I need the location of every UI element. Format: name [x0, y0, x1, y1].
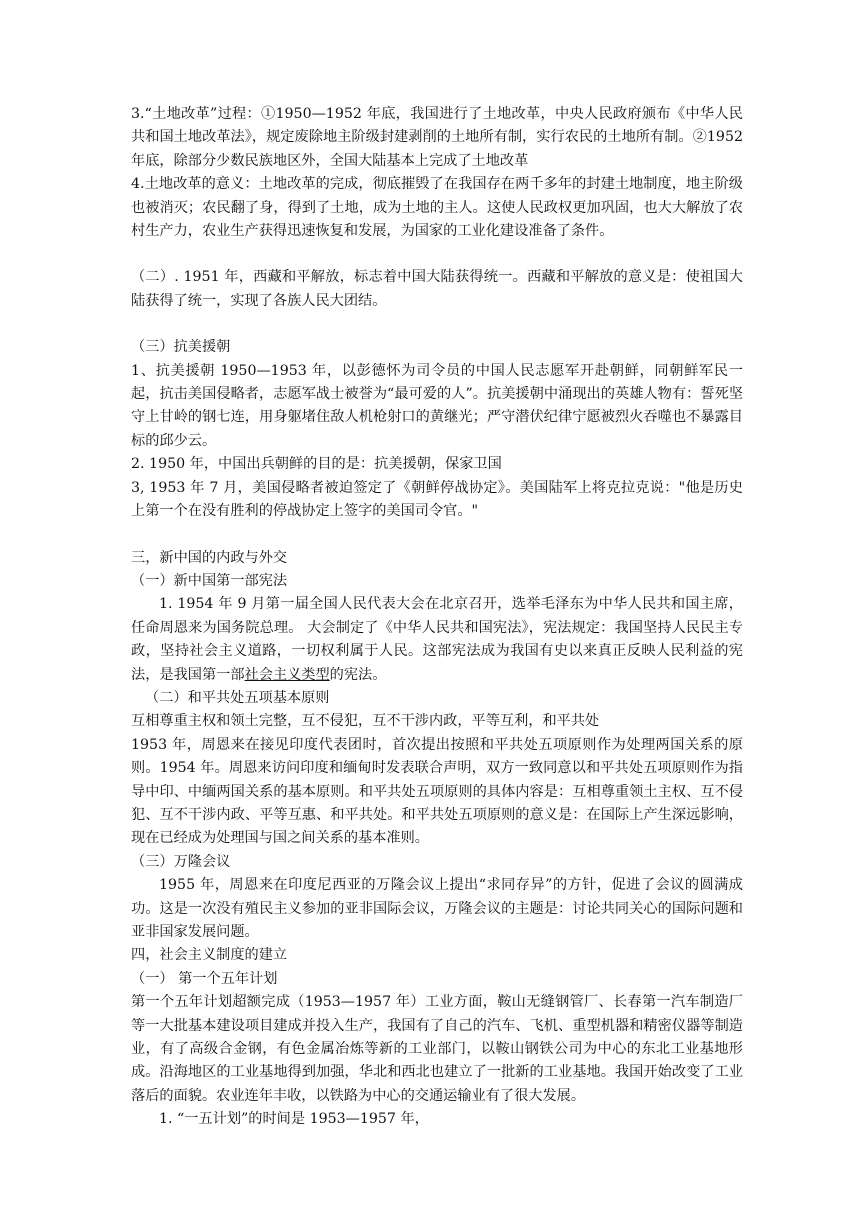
korea-item-2: 2. 1950 年，中国出兵朝鲜的目的是：抗美援朝，保家卫国	[131, 456, 502, 473]
five-year-plan-heading: （一） 第一个五年计划	[131, 970, 278, 987]
tibet-liberation: （二）. 1951 年，西藏和平解放，标志着中国大陆获得统一。西藏和平解放的意义是：使祖国大陆获得了统一，实现了各族人民大团结。	[131, 269, 743, 309]
constitution-heading: （一）新中国第一部宪法	[131, 572, 288, 589]
peace-principles-line: 互相尊重主权和领土完整，互不侵犯，互不干涉内政，平等互利，和平共处	[131, 713, 600, 730]
constitution-underlined-term: 社会主义类型	[244, 666, 330, 683]
land-reform-process: 3.“土地改革”过程：①1950—1952 年底，我国进行了土地改革，中央人民政府颁布《中华人民共和国土地改革法》，规定废除地主阶级封建剥削的土地所有制，实行农民的土地所有制。②1952 年底，除部分少数民族地区外，全国大陆基本上完成了土地改革	[131, 106, 743, 169]
land-reform-significance: 4.土地改革的意义：土地改革的完成，彻底摧毁了在我国存在两千多年的封建土地制度，地主阶级也被消灭；农民翻了身，得到了土地，成为土地的主人。这使人民政权更加巩固，也大大解放了农村生产力，农业生产获得迅速恢复和发展，为国家的工业化建设准备了条件。	[131, 176, 743, 240]
five-year-plan-item-1: 1. “一五计划”的时间是 1953—1957 年，	[159, 1111, 429, 1128]
part3-title: 三，新中国的内政与外交	[131, 549, 288, 566]
bandung-heading: （三）万隆会议	[131, 853, 231, 870]
constitution-body	[131, 593, 743, 687]
korea-item-3: 3, 1953 年 7 月，美国侵略者被迫签定了《朝鲜停战协定》。美国陆军上将克拉克说："他是历史上第一个在没有胜利的停战协定上签字的美国司令官。"	[131, 479, 743, 520]
peace-body: 1953 年，周恩来在接见印度代表团时，首次提出按照和平共处五项原则作为处理两国关系的原则。1954 年。周恩来访问印度和缅甸时发表联合声明，双方一致同意以和平共处五项原则作为指导中印、中缅两国关系的基本原则。和平共处五项原则的具体内容是：互相尊重领土主权、互不侵犯、互不干涉内政、平等互惠、和平共处。和平共处五项原则的意义是：在国际上产生深远影响，现在已经成为处理国与国之间关系的基本准则。	[131, 736, 743, 847]
part4-title: 四，社会主义制度的建立	[131, 947, 288, 964]
document-page	[131, 103, 743, 1132]
korea-item-1: 1、抗美援朝 1950—1953 年，以彭德怀为司令员的中国人民志愿军开赴朝鲜，同朝鲜军民一起，抗击美国侵略者，志愿军战士被誉为“最可爱的人”。抗美援朝中涌现出的英雄人物有：誓死坚守上甘岭的钢七连，用身躯堵住敌人机枪射口的黄继光；严守潜伏纪律宁愿被烈火吞噬也不暴露目标的邱少云。	[131, 362, 743, 449]
five-year-plan-body: 第一个五年计划超额完成（1953—1957 年）工业方面，鞍山无缝钢管厂、长春第一汽车制造厂等一大批基本建设项目建成并投入生产，我国有了自己的汽车、飞机、重型机器和精密仪器等制造业，有了高级合金钢，有色金属冶炼等新的工业部门，以鞍山钢铁公司为中心的东北工业基地形成。沿海地区的工业基地得到加强，华北和西北也建立了一批新的工业基地。我国开始改变了工业落后的面貌。农业连年丰收，以铁路为中心的交通运输业有了很大发展。	[131, 994, 743, 1104]
constitution-text-end: 的宪法。	[329, 666, 387, 683]
bandung-body: 1955 年，周恩来在印度尼西亚的万隆会议上提出“求同存异”的方针，促进了会议的圆满成功。这是一次没有殖民主义参加的亚非国际会议，万隆会议的主题是：讨论共同关心的国际问题和亚非国家发展问题。	[131, 877, 743, 940]
korea-heading: （三）抗美援朝	[131, 339, 231, 356]
constitution-text: 1. 1954 年 9 月第一届全国人民代表大会在北京召开，选举毛泽东为中华人民共和国主席，任命周恩来为国务院总理。 大会制定了《中华人民共和国宪法》，宪法规定：我国坚持人民民主专政，坚持社会主义道路，一切权利属于人民。这部宪法成为我国有史以来真正反映人民利益的宪法，是我国第一部	[131, 596, 743, 683]
peace-heading: （二）和平共处五项基本原则	[145, 689, 330, 706]
